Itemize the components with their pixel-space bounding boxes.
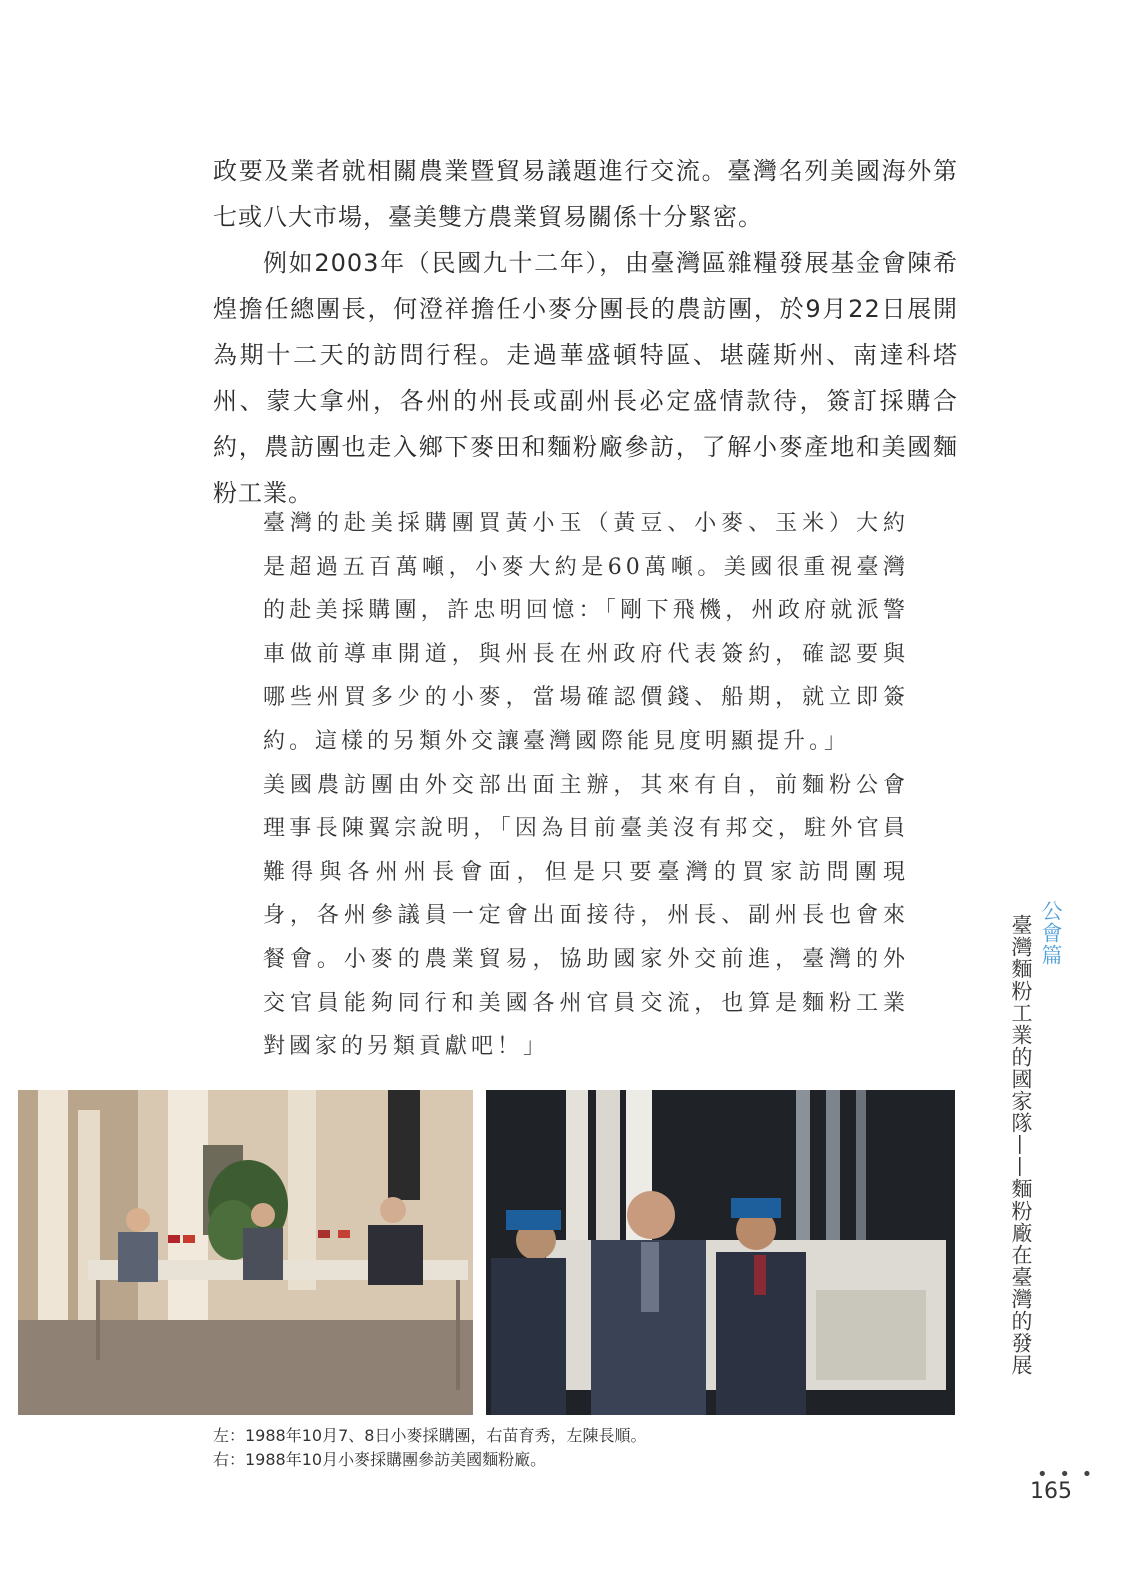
quote-block bbox=[263, 502, 909, 1069]
photo-flour-mill-visit bbox=[486, 1090, 955, 1415]
photo-signing-meeting bbox=[18, 1090, 473, 1415]
body-paragraph-1: 政要及業者就相關農業暨貿易議題進行交流。臺灣名列美國海外第七或八大市場，臺美雙方農業貿易關係十分緊密。 bbox=[213, 157, 958, 231]
chapter-sidebar bbox=[1009, 900, 1066, 1376]
caption-left: 左：1988年10月7、8日小麥採購團，右苗育秀，左陳長順。 bbox=[213, 1426, 647, 1445]
photo-captions bbox=[213, 1424, 646, 1472]
page-number: 165 bbox=[1030, 1479, 1072, 1504]
photo-flour-mill-visit-image bbox=[486, 1090, 955, 1415]
section-label: 公會篇 bbox=[1039, 900, 1063, 966]
photo-signing-meeting-image bbox=[18, 1090, 473, 1415]
chapter-title: 臺灣麵粉工業的國家隊——麵粉廠在臺灣的發展 bbox=[1009, 914, 1033, 1376]
quote-paragraph-2: 美國農訪團由外交部出面主辦，其來有自，前麵粉公會理事長陳翼宗說明，「因為目前臺美沒有邦交，駐外官員難得與各州州長會面，但是只要臺灣的買家訪問團現身，各州參議員一定會出面接待，州長、副州長也會來餐會。小麥的農業貿易，協助國家外交前進，臺灣的外交官員能夠同行和美國各州官員交流，也算是麵粉工業對國家的另類貢獻吧！」 bbox=[263, 772, 909, 1060]
caption-right: 右：1988年10月小麥採購團參訪美國麵粉廠。 bbox=[213, 1450, 547, 1469]
body-paragraph-2: 例如2003年（民國九十二年），由臺灣區雜糧發展基金會陳希煌擔任總團長，何澄祥擔任小麥分團長的農訪團，於9月22日展開為期十二天的訪問行程。走過華盛頓特區、堪薩斯州、南達科塔州、蒙大拿州，各州的州長或副州長必定盛情款待，簽訂採購合約，農訪團也走入鄉下麥田和麵粉廠參訪，了解小麥產地和美國麵粉工業。 bbox=[213, 249, 958, 507]
page-dots: • • • bbox=[1037, 1464, 1096, 1485]
body-text bbox=[213, 148, 958, 516]
quote-paragraph-1: 臺灣的赴美採購團買黃小玉（黃豆、小麥、玉米）大約是超過五百萬噸，小麥大約是60萬噸。美國很重視臺灣的赴美採購團，許忠明回憶：「剛下飛機，州政府就派警車做前導車開道，與州長在州政府代表簽約，確認要與哪些州買多少的小麥，當場確認價錢、船期，就立即簽約。這樣的另類外交讓臺灣國際能見度明顯提升。」 bbox=[263, 511, 909, 754]
